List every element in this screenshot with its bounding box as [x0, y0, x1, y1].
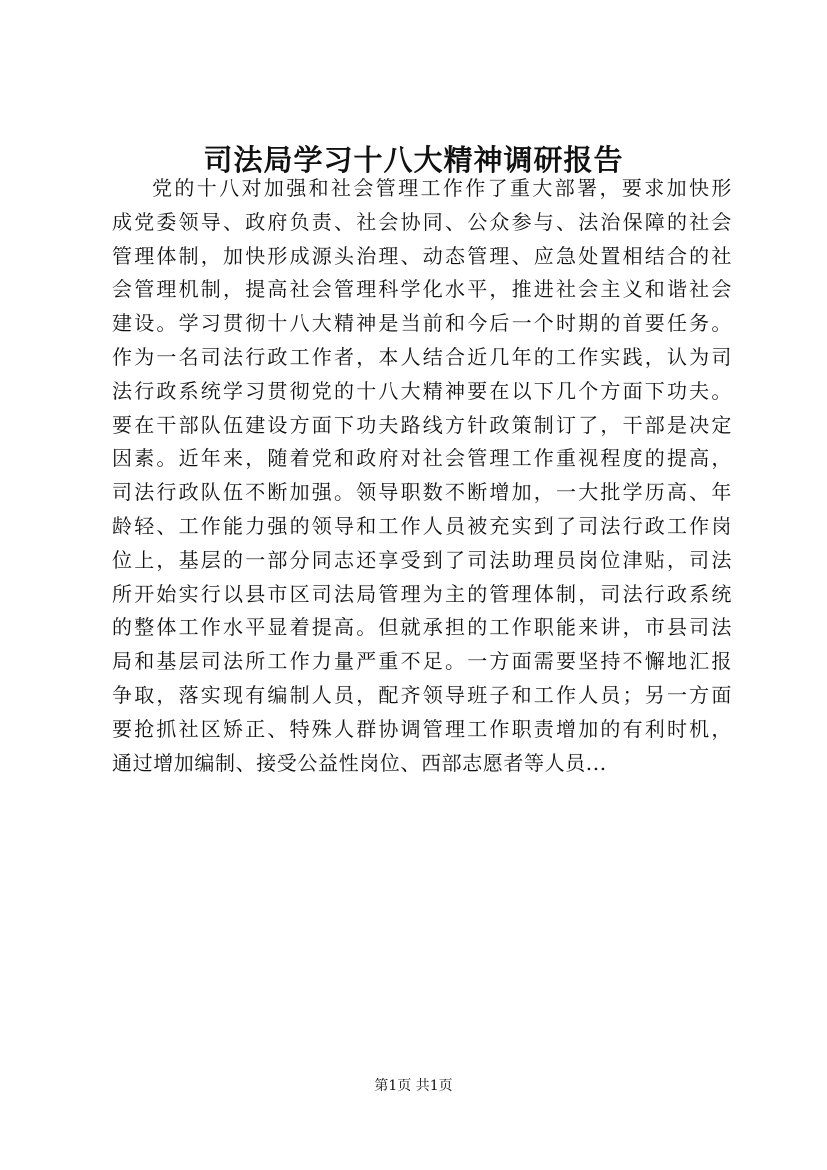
- body-line: 龄轻、工作能力强的领导和工作人员被充实到了司法行政工作岗: [112, 513, 732, 538]
- body-line: 法行政系统学习贯彻党的十八大精神要在以下几个方面下功夫。: [112, 378, 732, 403]
- body-line: 成党委领导、政府负责、社会协同、公众参与、法治保障的社会: [112, 209, 732, 234]
- body-line: 会管理机制，提高社会管理科学化水平，推进社会主义和谐社会: [112, 277, 732, 302]
- document-title: 司法局学习十八大精神调研报告: [203, 143, 624, 177]
- body-line: 局和基层司法所工作力量严重不足。一方面需要坚持不懈地汇报: [112, 649, 732, 674]
- body-line: 党的十八对加强和社会管理工作作了重大部署，要求加快形: [152, 176, 732, 200]
- body-line: 管理体制，加快形成源头治理、动态管理、应急处置相结合的社: [112, 243, 732, 268]
- body-line: 争取，落实现有编制人员，配齐领导班子和工作人员；另一方面: [112, 682, 732, 707]
- body-line: 要在干部队伍建设方面下功夫路线方针政策制订了，干部是决定: [112, 412, 732, 437]
- body-line: 的整体工作水平显着提高。但就承担的工作职能来讲，市县司法: [112, 615, 732, 640]
- body-line: 通过增加编制、接受公益性岗位、西部志愿者等人员...: [112, 750, 607, 775]
- page-number-footer: 第1页 共1页: [374, 1078, 453, 1094]
- document-body: [112, 172, 732, 780]
- body-line: 作为一名司法行政工作者，本人结合近几年的工作实践，认为司: [112, 344, 732, 369]
- body-line: 所开始实行以县市区司法局管理为主的管理体制，司法行政系统: [112, 581, 732, 606]
- body-line: 位上，基层的一部分同志还享受到了司法助理员岗位津贴，司法: [112, 547, 732, 572]
- body-line: 要抢抓社区矫正、特殊人群协调管理工作职责增加的有利时机，: [112, 716, 732, 741]
- body-line: 司法行政队伍不断加强。领导职数不断增加，一大批学历高、年: [112, 480, 732, 505]
- body-line: 建设。学习贯彻十八大精神是当前和今后一个时期的首要任务。: [112, 311, 732, 336]
- body-line: 因素。近年来，随着党和政府对社会管理工作重视程度的提高，: [112, 446, 732, 471]
